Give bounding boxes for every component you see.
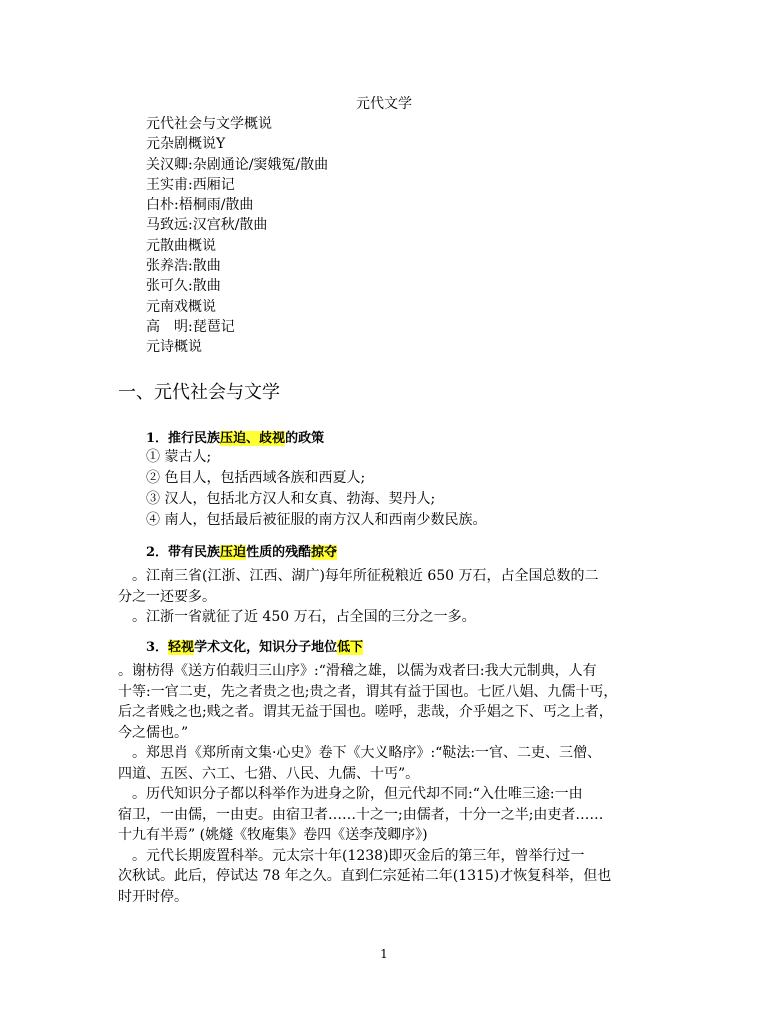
highlighted-text: 轻视 <box>168 640 195 655</box>
text-line: 宿卫，一由儒，一由吏。由宿卫者……十之一;由儒者，十分一之半;由吏者…… <box>118 806 604 823</box>
highlighted-text: 压迫 <box>220 545 247 560</box>
subheading-text: 3． <box>146 640 169 655</box>
toc-item: 元杂剧概说Y <box>146 136 226 153</box>
subheading-text: 的政策 <box>285 431 325 446</box>
subheading-3 <box>146 636 363 655</box>
list-item: ③ 汉人，包括北方汉人和女真、勃海、契丹人; <box>146 491 436 507</box>
text-line: 。元代长期废置科举。元太宗十年(1238)即灭金后的第三年，曾举行过一 <box>118 847 585 864</box>
toc-item: 元南戏概说 <box>146 298 216 315</box>
subheading-text: 性质的残酷 <box>246 545 312 560</box>
subheading-text: 2．带有民族 <box>146 545 221 560</box>
toc-item: 白朴:梧桐雨/散曲 <box>146 197 254 214</box>
text-line: 。郑思肖《郑所南文集·心史》卷下《大义略序》:“鞑法:一官、二吏、三僧、 <box>118 745 602 761</box>
toc-item: 元散曲概说 <box>146 237 216 254</box>
text-line: 时开时停。 <box>118 888 188 905</box>
text-line: 。江浙一省就征了近 450 万石，占全国的三分之一多。 <box>118 609 476 625</box>
text-line: 四道、五医、六工、七猎、八民、九儒、十丐”。 <box>118 765 420 782</box>
toc-item: 张养浩:散曲 <box>146 258 221 275</box>
toc-item: 马致远:汉宫秋/散曲 <box>146 217 268 234</box>
highlighted-text: 低下 <box>337 640 364 655</box>
text-line: 。谢枋得《送方伯载归三山序》:“滑稽之雄，以儒为戏者曰:我大元制典，人有 <box>118 663 597 679</box>
paragraph-2 <box>118 566 658 628</box>
table-of-contents <box>146 114 328 358</box>
section-heading: 一、元代社会与文学 <box>118 382 280 403</box>
subheading-text: 学术文化，知识分子地位 <box>194 640 338 655</box>
subheading-2 <box>146 541 337 560</box>
text-line: 后之者贱之也;贱之者。谓其无益于国也。嗟呼，悲哉，介乎娼之下、丐之上者， <box>118 704 613 720</box>
toc-item: 高 明:琵琶记 <box>146 318 235 335</box>
text-line: 今之儒也。” <box>118 724 189 741</box>
paragraph-3 <box>118 661 658 907</box>
toc-item: 关汉卿:杂剧通论/窦娥冤/散曲 <box>146 156 329 173</box>
highlighted-text: 掠夺 <box>311 545 338 560</box>
document-title: 元代文学 <box>356 96 412 112</box>
text-line: 十九有半焉” (姚燧《牧庵集》卷四《送李茂卿序》) <box>118 827 428 843</box>
toc-item: 元诗概说 <box>146 339 202 356</box>
subheading-text: 1．推行民族 <box>146 431 221 446</box>
text-line: 。江南三省(江浙、江西、湖广)每年所征税粮近 650 万石，占全国总数的二 <box>118 568 599 584</box>
highlighted-text: 压迫、歧视 <box>220 431 286 446</box>
text-line: 次秋试。此后，停试达 78 年之久。直到仁宗延祐二年(1315)才恢复科举，但也 <box>118 868 612 884</box>
text-line: 。历代知识分子都以科举作为进身之阶，但元代却不同:“入仕唯三途:一由 <box>118 786 583 802</box>
page-number: 1 <box>380 947 388 961</box>
subheading-1 <box>146 427 324 446</box>
list-item: ② 色目人，包括西域各族和西夏人; <box>146 470 366 486</box>
list-item: ④ 南人，包括最后被征服的南方汉人和西南少数民族。 <box>146 512 487 528</box>
toc-item: 王实甫:西厢记 <box>146 176 235 193</box>
text-line: 分之一还要多。 <box>118 588 216 605</box>
list-item: ① 蒙古人; <box>146 449 212 465</box>
toc-item: 元代社会与文学概说 <box>146 116 272 132</box>
text-line: 十等:一官二吏，先之者贵之也;贵之者，谓其有益于国也。七匠八娼、九儒十丐， <box>118 683 618 700</box>
toc-item: 张可久:散曲 <box>146 278 221 295</box>
category-list <box>146 447 486 531</box>
